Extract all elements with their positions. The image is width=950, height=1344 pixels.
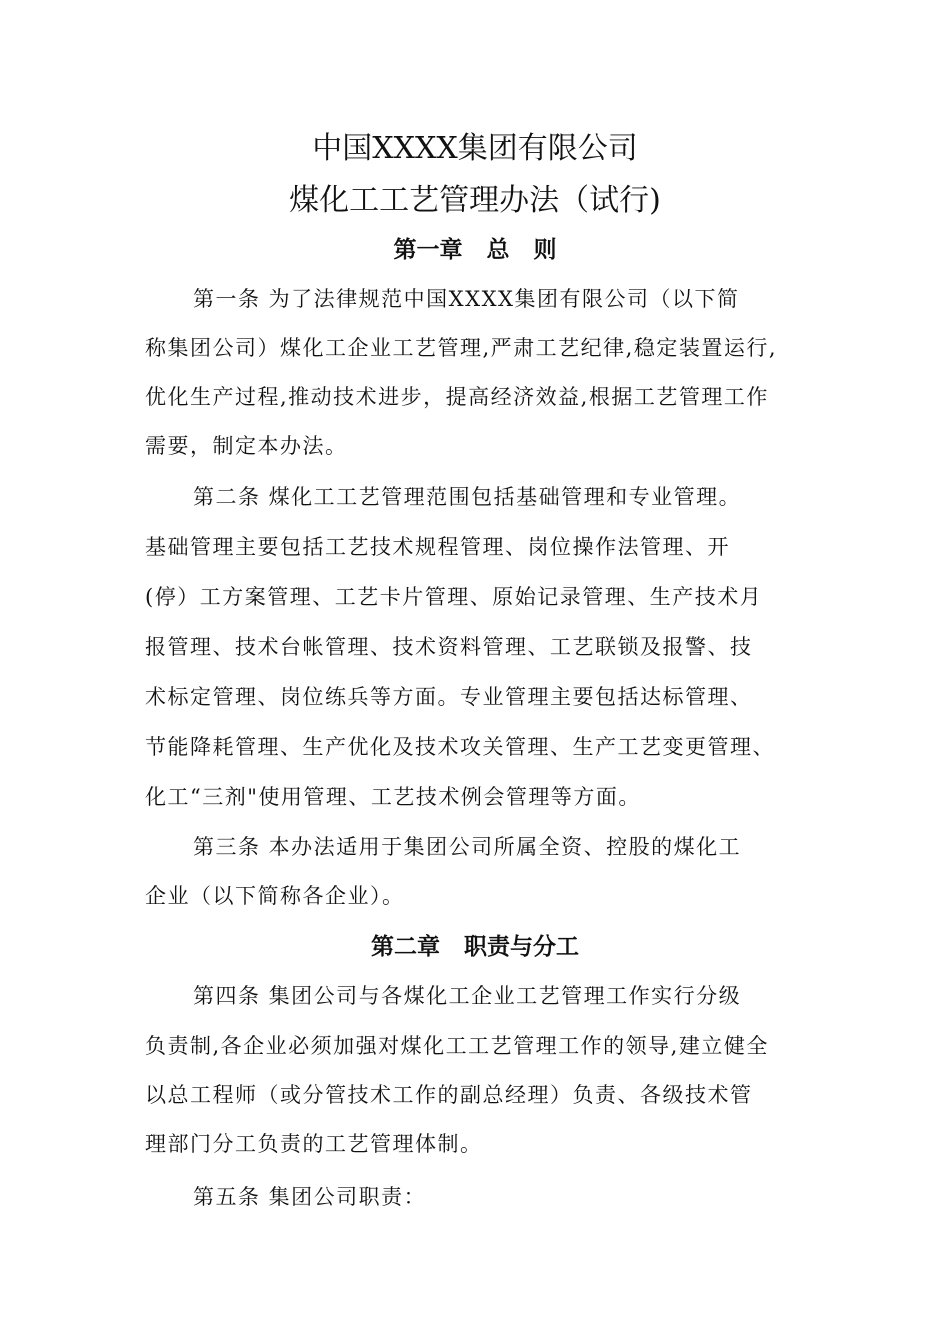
article-2-line: 术标定管理、岗位练兵等方面。专业管理主要包括达标管理、 [145,685,753,709]
article-2-line: (停）工方案管理、工艺卡片管理、原始记录管理、生产技术月 [145,585,763,609]
article-1-line: 称集团公司）煤化工企业工艺管理,严肃工艺纪律,稳定装置运行, [145,336,778,360]
article-2-line: 化工“三剂"使用管理、工艺技术例会管理等方面。 [145,785,641,809]
article-4-line: 第四条 集团公司与各煤化工企业工艺管理工作实行分级 [193,984,742,1008]
article-2-line: 报管理、技术台帐管理、技术资料管理、工艺联锁及报警、技 [145,635,753,659]
article-4-line: 负责制,各企业必须加强对煤化工工艺管理工作的领导,建立健全 [145,1034,769,1058]
article-2-line: 节能降耗管理、生产优化及技术攻关管理、生产工艺变更管理、 [145,735,775,759]
document-title-line1: 中国XXXX集团有限公司 [312,131,638,166]
document-title-line2: 煤化工工艺管理办法（试行) [289,183,661,218]
article-4-line: 以总工程师（或分管技术工作的副总经理）负责、各级技术管 [145,1083,753,1107]
chapter-2-heading: 第二章 职责与分工 [370,934,580,960]
article-1-line: 优化生产过程,推动技术进步，提高经济效益,根据工艺管理工作 [145,385,769,409]
article-1-line: 需要，制定本办法。 [145,434,348,458]
article-1-line: 第一条 为了法律规范中国XXXX集团有限公司（以下简 [193,287,740,311]
article-4-line: 理部门分工负责的工艺管理体制。 [145,1132,483,1156]
article-3-line: 企业（以下简称各企业）。 [145,884,405,908]
article-2-line: 第二条 煤化工工艺管理范围包括基础管理和专业管理。 [193,485,742,509]
article-2-line: 基础管理主要包括工艺技术规程管理、岗位操作法管理、开 [145,535,730,559]
article-5-line: 第五条 集团公司职责： [193,1185,427,1209]
chapter-1-heading: 第一章 总 则 [393,237,557,263]
article-3-line: 第三条 本办法适用于集团公司所属全资、控股的煤化工 [193,835,742,859]
